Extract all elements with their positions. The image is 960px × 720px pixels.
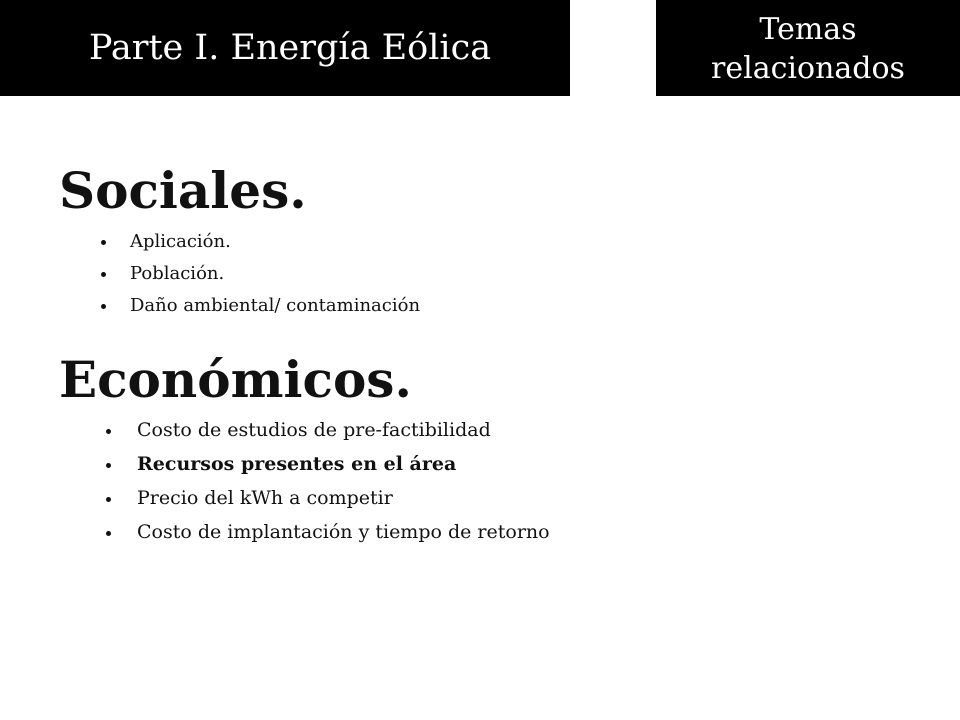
list-item [106, 418, 550, 442]
slide-title: Parte I. Energía Eólica [88, 27, 492, 68]
list-item-text: Recursos presentes en el área [137, 453, 457, 475]
section-heading-economicos: Económicos. [59, 350, 412, 409]
bullet-list-sociales [101, 230, 420, 326]
bullet-list-economicos [106, 418, 550, 554]
list-item-text: Costo de implantación y tiempo de retorno [137, 521, 550, 543]
bullet-icon [106, 463, 111, 468]
bullet-icon [101, 304, 106, 309]
list-item [106, 520, 550, 544]
list-item [101, 262, 420, 286]
section-economicos [59, 350, 412, 409]
related-topics-button[interactable] [656, 0, 960, 96]
bullet-icon [101, 240, 106, 245]
section-sociales [59, 161, 307, 220]
list-item-text: Aplicación. [130, 231, 231, 252]
bullet-icon [106, 429, 111, 434]
list-item-text: Precio del kWh a competir [137, 487, 393, 509]
bullet-icon [101, 272, 106, 277]
list-item-text: Costo de estudios de pre-factibilidad [137, 419, 491, 441]
bullet-icon [106, 497, 111, 502]
slide-title-banner [0, 0, 570, 96]
list-item-text: Daño ambiental/ contaminación [130, 295, 421, 316]
list-item-text: Población. [130, 263, 225, 284]
list-item [106, 486, 550, 510]
bullet-icon [106, 531, 111, 536]
section-heading-sociales: Sociales. [59, 161, 307, 220]
list-item [101, 230, 420, 254]
related-topics-label: Temas relacionados [711, 12, 905, 86]
list-item [106, 452, 550, 476]
list-item [101, 294, 420, 318]
